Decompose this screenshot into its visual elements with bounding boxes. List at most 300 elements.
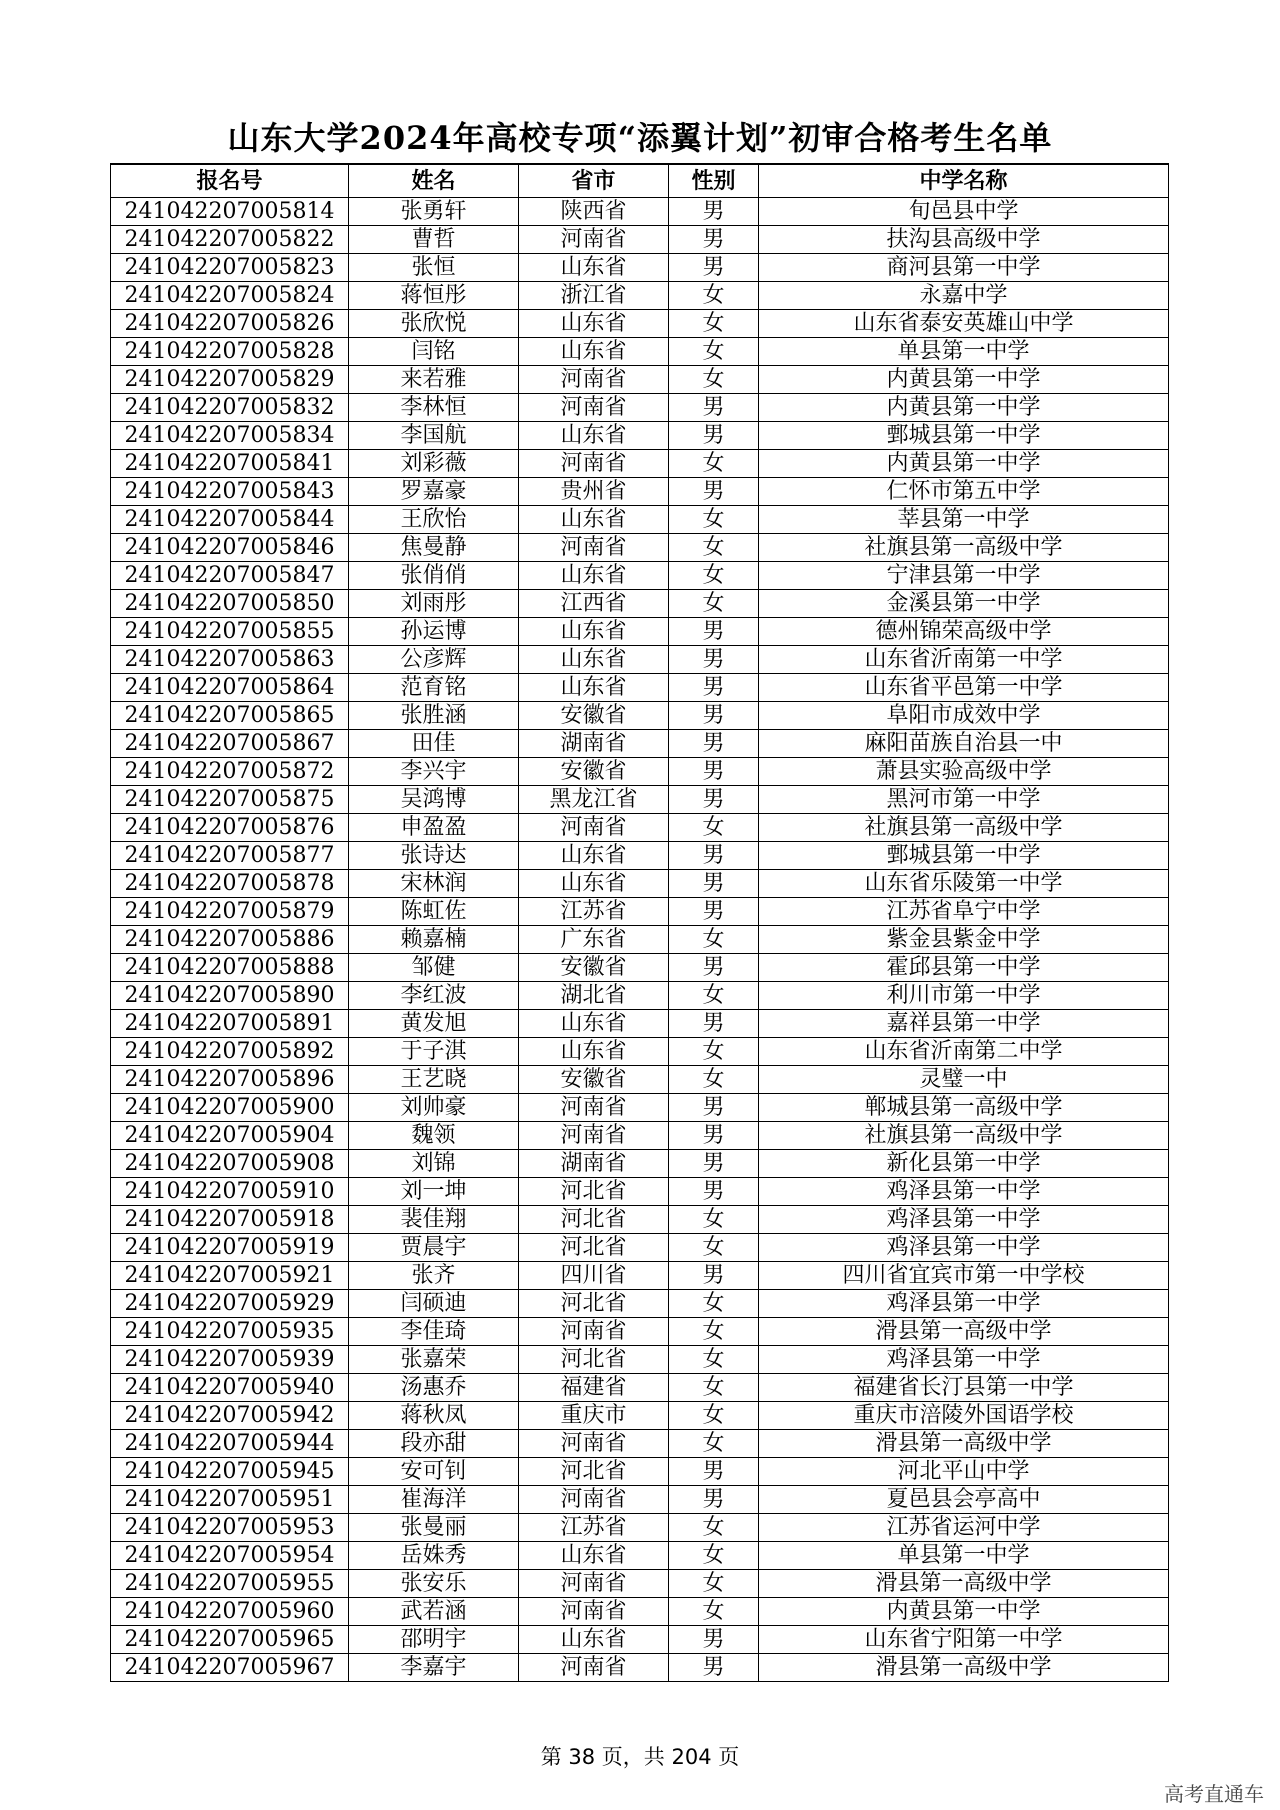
registration-number-cell: 241042207005892 [111,1038,349,1066]
registration-number-cell: 241042207005891 [111,1010,349,1038]
name-cell: 贾晨宇 [349,1234,519,1262]
school-cell: 鄄城县第一中学 [759,842,1169,870]
province-cell: 河北省 [519,1234,669,1262]
school-cell: 社旗县第一高级中学 [759,814,1169,842]
header-gender: 性别 [669,164,759,198]
name-cell: 魏领 [349,1122,519,1150]
table-row [111,1066,1169,1094]
province-cell: 山东省 [519,422,669,450]
table-row [111,1458,1169,1486]
gender-cell: 女 [669,338,759,366]
school-cell: 鸡泽县第一中学 [759,1346,1169,1374]
province-cell: 贵州省 [519,478,669,506]
table-row [111,506,1169,534]
gender-cell: 女 [669,926,759,954]
registration-number-cell: 241042207005921 [111,1262,349,1290]
school-cell: 鄄城县第一中学 [759,422,1169,450]
table-row [111,814,1169,842]
gender-cell: 男 [669,394,759,422]
table-row [111,450,1169,478]
registration-number-cell: 241042207005846 [111,534,349,562]
gender-cell: 女 [669,1234,759,1262]
school-cell: 德州锦荣高级中学 [759,618,1169,646]
school-cell: 永嘉中学 [759,282,1169,310]
name-cell: 黄发旭 [349,1010,519,1038]
table-row [111,1290,1169,1318]
school-cell: 仁怀市第五中学 [759,478,1169,506]
name-cell: 李佳琦 [349,1318,519,1346]
school-cell: 滑县第一高级中学 [759,1430,1169,1458]
gender-cell: 男 [669,478,759,506]
header-name: 姓名 [349,164,519,198]
school-cell: 社旗县第一高级中学 [759,534,1169,562]
school-cell: 麻阳苗族自治县一中 [759,730,1169,758]
registration-number-cell: 241042207005867 [111,730,349,758]
registration-number-cell: 241042207005951 [111,1486,349,1514]
school-cell: 金溪县第一中学 [759,590,1169,618]
table-row [111,786,1169,814]
province-cell: 河南省 [519,1486,669,1514]
school-cell: 鸡泽县第一中学 [759,1178,1169,1206]
table-row [111,590,1169,618]
registration-number-cell: 241042207005875 [111,786,349,814]
school-cell: 滑县第一高级中学 [759,1570,1169,1598]
table-row [111,1570,1169,1598]
name-cell: 范育铭 [349,674,519,702]
page-footer: 第 38 页，共 204 页 [540,1745,740,1769]
school-cell: 郸城县第一高级中学 [759,1094,1169,1122]
province-cell: 安徽省 [519,1066,669,1094]
registration-number-cell: 241042207005890 [111,982,349,1010]
province-cell: 四川省 [519,1262,669,1290]
registration-number-cell: 241042207005826 [111,310,349,338]
name-cell: 汤惠乔 [349,1374,519,1402]
gender-cell: 男 [669,1094,759,1122]
gender-cell: 女 [669,366,759,394]
table-row [111,1346,1169,1374]
table-row [111,646,1169,674]
table-row [111,1122,1169,1150]
province-cell: 山东省 [519,674,669,702]
table-row [111,842,1169,870]
registration-number-cell: 241042207005965 [111,1626,349,1654]
table-row [111,534,1169,562]
name-cell: 田佳 [349,730,519,758]
school-cell: 山东省沂南第二中学 [759,1038,1169,1066]
gender-cell: 男 [669,254,759,282]
gender-cell: 男 [669,758,759,786]
table-row [111,1402,1169,1430]
registration-number-cell: 241042207005945 [111,1458,349,1486]
table-row [111,1486,1169,1514]
province-cell: 河南省 [519,394,669,422]
table-row [111,478,1169,506]
province-cell: 河北省 [519,1458,669,1486]
registration-number-cell: 241042207005955 [111,1570,349,1598]
province-cell: 河南省 [519,814,669,842]
gender-cell: 女 [669,1038,759,1066]
school-cell: 内黄县第一中学 [759,1598,1169,1626]
name-cell: 邵明宇 [349,1626,519,1654]
province-cell: 山东省 [519,618,669,646]
school-cell: 四川省宜宾市第一中学校 [759,1262,1169,1290]
name-cell: 赖嘉楠 [349,926,519,954]
name-cell: 闫铭 [349,338,519,366]
registration-number-cell: 241042207005935 [111,1318,349,1346]
table-row [111,366,1169,394]
gender-cell: 男 [669,954,759,982]
gender-cell: 男 [669,870,759,898]
school-cell: 鸡泽县第一中学 [759,1206,1169,1234]
school-cell: 内黄县第一中学 [759,366,1169,394]
name-cell: 刘彩薇 [349,450,519,478]
registration-number-cell: 241042207005944 [111,1430,349,1458]
header-school: 中学名称 [759,164,1169,198]
gender-cell: 男 [669,422,759,450]
name-cell: 刘雨彤 [349,590,519,618]
school-cell: 黑河市第一中学 [759,786,1169,814]
registration-number-cell: 241042207005967 [111,1654,349,1682]
registration-number-cell: 241042207005904 [111,1122,349,1150]
registration-number-cell: 241042207005850 [111,590,349,618]
gender-cell: 女 [669,982,759,1010]
gender-cell: 女 [669,590,759,618]
name-cell: 李国航 [349,422,519,450]
name-cell: 王艺晓 [349,1066,519,1094]
registration-number-cell: 241042207005829 [111,366,349,394]
gender-cell: 男 [669,618,759,646]
registration-number-cell: 241042207005896 [111,1066,349,1094]
table-row [111,702,1169,730]
registration-number-cell: 241042207005919 [111,1234,349,1262]
candidate-table [110,163,1169,1682]
province-cell: 河南省 [519,1654,669,1682]
gender-cell: 女 [669,1570,759,1598]
school-cell: 山东省平邑第一中学 [759,674,1169,702]
gender-cell: 男 [669,1262,759,1290]
name-cell: 张勇轩 [349,198,519,226]
province-cell: 山东省 [519,1038,669,1066]
watermark: 高考直通车 [1164,1782,1264,1806]
school-cell: 鸡泽县第一中学 [759,1290,1169,1318]
registration-number-cell: 241042207005877 [111,842,349,870]
school-cell: 山东省沂南第一中学 [759,646,1169,674]
table-row [111,1150,1169,1178]
gender-cell: 男 [669,702,759,730]
gender-cell: 男 [669,1178,759,1206]
school-cell: 夏邑县会亭高中 [759,1486,1169,1514]
province-cell: 河南省 [519,1570,669,1598]
gender-cell: 女 [669,1066,759,1094]
name-cell: 李嘉宇 [349,1654,519,1682]
name-cell: 王欣怡 [349,506,519,534]
province-cell: 江苏省 [519,1514,669,1542]
gender-cell: 男 [669,646,759,674]
name-cell: 张欣悦 [349,310,519,338]
province-cell: 山东省 [519,1626,669,1654]
province-cell: 山东省 [519,254,669,282]
table-row [111,870,1169,898]
table-row [111,226,1169,254]
name-cell: 段亦甜 [349,1430,519,1458]
province-cell: 河南省 [519,1318,669,1346]
province-cell: 山东省 [519,646,669,674]
name-cell: 公彦辉 [349,646,519,674]
gender-cell: 女 [669,506,759,534]
registration-number-cell: 241042207005865 [111,702,349,730]
gender-cell: 男 [669,898,759,926]
province-cell: 山东省 [519,506,669,534]
name-cell: 蒋恒彤 [349,282,519,310]
province-cell: 山东省 [519,562,669,590]
table-row [111,954,1169,982]
gender-cell: 男 [669,1626,759,1654]
table-row [111,1206,1169,1234]
province-cell: 江西省 [519,590,669,618]
school-cell: 内黄县第一中学 [759,450,1169,478]
table-row [111,1542,1169,1570]
table-row [111,1094,1169,1122]
province-cell: 河南省 [519,1122,669,1150]
table-row [111,1010,1169,1038]
registration-number-cell: 241042207005823 [111,254,349,282]
province-cell: 河北省 [519,1178,669,1206]
table-row [111,562,1169,590]
school-cell: 新化县第一中学 [759,1150,1169,1178]
gender-cell: 女 [669,282,759,310]
gender-cell: 女 [669,1290,759,1318]
province-cell: 山东省 [519,1010,669,1038]
gender-cell: 女 [669,450,759,478]
gender-cell: 男 [669,1010,759,1038]
name-cell: 李红波 [349,982,519,1010]
school-cell: 宁津县第一中学 [759,562,1169,590]
gender-cell: 男 [669,786,759,814]
name-cell: 张诗达 [349,842,519,870]
registration-number-cell: 241042207005864 [111,674,349,702]
province-cell: 河北省 [519,1206,669,1234]
name-cell: 宋林润 [349,870,519,898]
gender-cell: 男 [669,1150,759,1178]
province-cell: 安徽省 [519,758,669,786]
name-cell: 张齐 [349,1262,519,1290]
school-cell: 滑县第一高级中学 [759,1654,1169,1682]
registration-number-cell: 241042207005822 [111,226,349,254]
table-row [111,1514,1169,1542]
school-cell: 单县第一中学 [759,1542,1169,1570]
name-cell: 崔海洋 [349,1486,519,1514]
name-cell: 于子淇 [349,1038,519,1066]
province-cell: 湖南省 [519,730,669,758]
province-cell: 河南省 [519,1094,669,1122]
name-cell: 张恒 [349,254,519,282]
province-cell: 黑龙江省 [519,786,669,814]
name-cell: 张胜涵 [349,702,519,730]
gender-cell: 男 [669,1122,759,1150]
table-row [111,1178,1169,1206]
name-cell: 刘锦 [349,1150,519,1178]
gender-cell: 男 [669,730,759,758]
gender-cell: 女 [669,814,759,842]
registration-number-cell: 241042207005910 [111,1178,349,1206]
registration-number-cell: 241042207005841 [111,450,349,478]
province-cell: 安徽省 [519,954,669,982]
table-row [111,982,1169,1010]
registration-number-cell: 241042207005843 [111,478,349,506]
registration-number-cell: 241042207005876 [111,814,349,842]
school-cell: 山东省泰安英雄山中学 [759,310,1169,338]
school-cell: 社旗县第一高级中学 [759,1122,1169,1150]
registration-number-cell: 241042207005855 [111,618,349,646]
school-cell: 重庆市涪陵外国语学校 [759,1402,1169,1430]
registration-number-cell: 241042207005918 [111,1206,349,1234]
name-cell: 李林恒 [349,394,519,422]
province-cell: 山东省 [519,310,669,338]
header-registration-number: 报名号 [111,164,349,198]
registration-number-cell: 241042207005908 [111,1150,349,1178]
table-row [111,1374,1169,1402]
province-cell: 河南省 [519,450,669,478]
gender-cell: 女 [669,1514,759,1542]
gender-cell: 男 [669,842,759,870]
school-cell: 江苏省阜宁中学 [759,898,1169,926]
name-cell: 张曼丽 [349,1514,519,1542]
gender-cell: 女 [669,534,759,562]
registration-number-cell: 241042207005824 [111,282,349,310]
table-row [111,926,1169,954]
header-province: 省市 [519,164,669,198]
school-cell: 紫金县紫金中学 [759,926,1169,954]
province-cell: 山东省 [519,842,669,870]
table-row [111,730,1169,758]
province-cell: 浙江省 [519,282,669,310]
school-cell: 商河县第一中学 [759,254,1169,282]
gender-cell: 男 [669,1486,759,1514]
school-cell: 旬邑县中学 [759,198,1169,226]
registration-number-cell: 241042207005954 [111,1542,349,1570]
gender-cell: 女 [669,1206,759,1234]
province-cell: 河南省 [519,1598,669,1626]
province-cell: 陕西省 [519,198,669,226]
school-cell: 阜阳市成效中学 [759,702,1169,730]
registration-number-cell: 241042207005939 [111,1346,349,1374]
province-cell: 河南省 [519,366,669,394]
table-row [111,1318,1169,1346]
table-row [111,1598,1169,1626]
registration-number-cell: 241042207005960 [111,1598,349,1626]
name-cell: 岳姝秀 [349,1542,519,1570]
name-cell: 刘一坤 [349,1178,519,1206]
gender-cell: 女 [669,1402,759,1430]
table-row [111,1654,1169,1682]
gender-cell: 女 [669,310,759,338]
registration-number-cell: 241042207005888 [111,954,349,982]
name-cell: 陈虹佐 [349,898,519,926]
table-row [111,674,1169,702]
registration-number-cell: 241042207005929 [111,1290,349,1318]
table-row [111,1626,1169,1654]
registration-number-cell: 241042207005834 [111,422,349,450]
gender-cell: 女 [669,1374,759,1402]
registration-number-cell: 241042207005832 [111,394,349,422]
table-row [111,1234,1169,1262]
gender-cell: 女 [669,562,759,590]
school-cell: 山东省宁阳第一中学 [759,1626,1169,1654]
gender-cell: 男 [669,674,759,702]
registration-number-cell: 241042207005886 [111,926,349,954]
registration-number-cell: 241042207005879 [111,898,349,926]
gender-cell: 女 [669,1346,759,1374]
province-cell: 山东省 [519,870,669,898]
registration-number-cell: 241042207005872 [111,758,349,786]
name-cell: 焦曼静 [349,534,519,562]
gender-cell: 男 [669,226,759,254]
school-cell: 内黄县第一中学 [759,394,1169,422]
registration-number-cell: 241042207005847 [111,562,349,590]
registration-number-cell: 241042207005878 [111,870,349,898]
registration-number-cell: 241042207005900 [111,1094,349,1122]
registration-number-cell: 241042207005844 [111,506,349,534]
table-row [111,618,1169,646]
table-header-row [111,164,1169,198]
school-cell: 山东省乐陵第一中学 [759,870,1169,898]
school-cell: 河北平山中学 [759,1458,1169,1486]
name-cell: 罗嘉豪 [349,478,519,506]
school-cell: 单县第一中学 [759,338,1169,366]
table-row [111,198,1169,226]
province-cell: 山东省 [519,338,669,366]
name-cell: 张安乐 [349,1570,519,1598]
school-cell: 江苏省运河中学 [759,1514,1169,1542]
province-cell: 江苏省 [519,898,669,926]
province-cell: 河北省 [519,1346,669,1374]
province-cell: 安徽省 [519,702,669,730]
name-cell: 孙运博 [349,618,519,646]
name-cell: 张嘉荣 [349,1346,519,1374]
table-row [111,758,1169,786]
table-row [111,338,1169,366]
registration-number-cell: 241042207005814 [111,198,349,226]
gender-cell: 女 [669,1318,759,1346]
province-cell: 重庆市 [519,1402,669,1430]
gender-cell: 男 [669,1458,759,1486]
school-cell: 萧县实验高级中学 [759,758,1169,786]
school-cell: 莘县第一中学 [759,506,1169,534]
registration-number-cell: 241042207005942 [111,1402,349,1430]
name-cell: 来若雅 [349,366,519,394]
province-cell: 河北省 [519,1290,669,1318]
name-cell: 刘帅豪 [349,1094,519,1122]
gender-cell: 女 [669,1598,759,1626]
gender-cell: 女 [669,1430,759,1458]
gender-cell: 男 [669,198,759,226]
name-cell: 蒋秋凤 [349,1402,519,1430]
table-row [111,1262,1169,1290]
province-cell: 山东省 [519,1542,669,1570]
table-row [111,394,1169,422]
registration-number-cell: 241042207005953 [111,1514,349,1542]
school-cell: 鸡泽县第一中学 [759,1234,1169,1262]
school-cell: 滑县第一高级中学 [759,1318,1169,1346]
province-cell: 广东省 [519,926,669,954]
table-body [111,198,1169,1682]
registration-number-cell: 241042207005940 [111,1374,349,1402]
registration-number-cell: 241042207005828 [111,338,349,366]
school-cell: 嘉祥县第一中学 [759,1010,1169,1038]
province-cell: 福建省 [519,1374,669,1402]
province-cell: 湖南省 [519,1150,669,1178]
province-cell: 湖北省 [519,982,669,1010]
